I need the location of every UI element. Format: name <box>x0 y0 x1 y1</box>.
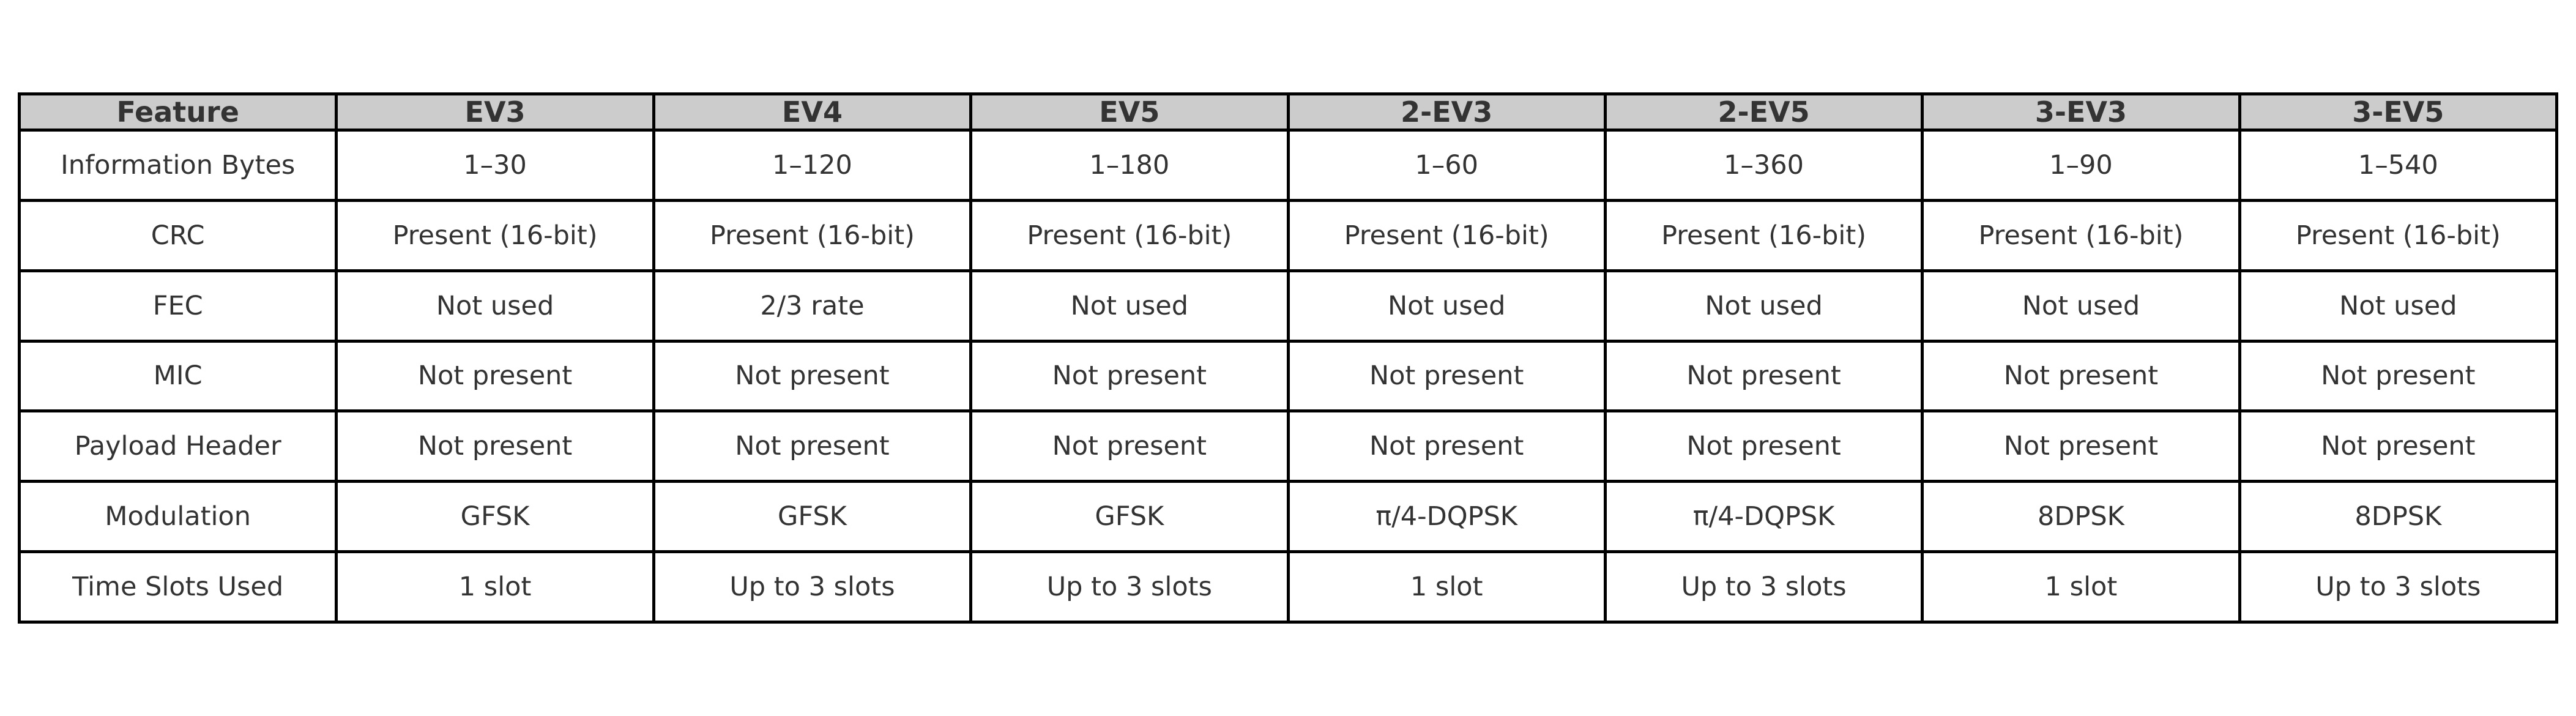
table-cell: Not present <box>1605 411 1922 482</box>
header-row <box>20 94 2557 130</box>
table-cell: Not used <box>1288 270 1605 341</box>
table-cell: Present (16-bit) <box>2239 200 2556 270</box>
table-cell: CRC <box>20 200 337 270</box>
table-cell: Present (16-bit) <box>971 200 1288 270</box>
table-cell: Up to 3 slots <box>2239 552 2556 622</box>
table-cell: Not present <box>337 411 653 482</box>
table-cell: 1–120 <box>653 130 970 201</box>
table-cell: Information Bytes <box>20 130 337 201</box>
table-cell: Not present <box>653 341 970 411</box>
table-cell: Not present <box>971 411 1288 482</box>
table-row-fec <box>20 270 2557 341</box>
table-cell: Up to 3 slots <box>971 552 1288 622</box>
table-cell: Not present <box>653 411 970 482</box>
table-cell: Not present <box>1923 341 2239 411</box>
table-cell: 8DPSK <box>2239 482 2556 552</box>
table-cell: Modulation <box>20 482 337 552</box>
table-cell: Not present <box>1923 411 2239 482</box>
table-body <box>20 130 2557 622</box>
table-cell: Present (16-bit) <box>1605 200 1922 270</box>
table-row-time-slots-used <box>20 552 2557 622</box>
table-cell: Not present <box>971 341 1288 411</box>
table-cell: Up to 3 slots <box>1605 552 1922 622</box>
table-cell: Present (16-bit) <box>337 200 653 270</box>
table-cell: Present (16-bit) <box>653 200 970 270</box>
table-row-information-bytes <box>20 130 2557 201</box>
header-2-ev3: 2-EV3 <box>1288 94 1605 130</box>
table-cell: Not present <box>1605 341 1922 411</box>
table-cell: Not present <box>1288 341 1605 411</box>
table-row-payload-header <box>20 411 2557 482</box>
table-cell: 1 slot <box>1923 552 2239 622</box>
header-ev3: EV3 <box>337 94 653 130</box>
table-cell: Payload Header <box>20 411 337 482</box>
table-cell: Not present <box>1288 411 1605 482</box>
header-ev4: EV4 <box>653 94 970 130</box>
table-cell: π/4-DQPSK <box>1605 482 1922 552</box>
table-cell: 1–540 <box>2239 130 2556 201</box>
header-2-ev5: 2-EV5 <box>1605 94 1922 130</box>
table-cell: GFSK <box>653 482 970 552</box>
table-cell: Not used <box>337 270 653 341</box>
table-cell: Not used <box>971 270 1288 341</box>
table-cell: MIC <box>20 341 337 411</box>
table-cell: 1 slot <box>337 552 653 622</box>
table-cell: Not present <box>337 341 653 411</box>
table-cell: FEC <box>20 270 337 341</box>
table-header <box>20 94 2557 130</box>
table-cell: Present (16-bit) <box>1923 200 2239 270</box>
header-feature: Feature <box>20 94 337 130</box>
table-row-mic <box>20 341 2557 411</box>
table-cell: GFSK <box>337 482 653 552</box>
table-cell: Up to 3 slots <box>653 552 970 622</box>
table-cell: Not used <box>1605 270 1922 341</box>
table-row-modulation <box>20 482 2557 552</box>
table-cell: 1–60 <box>1288 130 1605 201</box>
header-ev5: EV5 <box>971 94 1288 130</box>
table-cell: Not present <box>2239 411 2556 482</box>
table-cell: Present (16-bit) <box>1288 200 1605 270</box>
table-cell: Not present <box>2239 341 2556 411</box>
table-cell: 1–90 <box>1923 130 2239 201</box>
packet-type-comparison-table <box>18 92 2558 624</box>
table-row-crc <box>20 200 2557 270</box>
packet-type-table-container <box>18 92 2558 624</box>
table-cell: Not used <box>1923 270 2239 341</box>
header-3-ev3: 3-EV3 <box>1923 94 2239 130</box>
table-cell: 1 slot <box>1288 552 1605 622</box>
table-cell: 1–360 <box>1605 130 1922 201</box>
table-cell: 1–30 <box>337 130 653 201</box>
table-cell: π/4-DQPSK <box>1288 482 1605 552</box>
table-cell: 1–180 <box>971 130 1288 201</box>
table-cell: Not used <box>2239 270 2556 341</box>
table-cell: 2/3 rate <box>653 270 970 341</box>
table-cell: GFSK <box>971 482 1288 552</box>
table-cell: Time Slots Used <box>20 552 337 622</box>
header-3-ev5: 3-EV5 <box>2239 94 2556 130</box>
table-cell: 8DPSK <box>1923 482 2239 552</box>
